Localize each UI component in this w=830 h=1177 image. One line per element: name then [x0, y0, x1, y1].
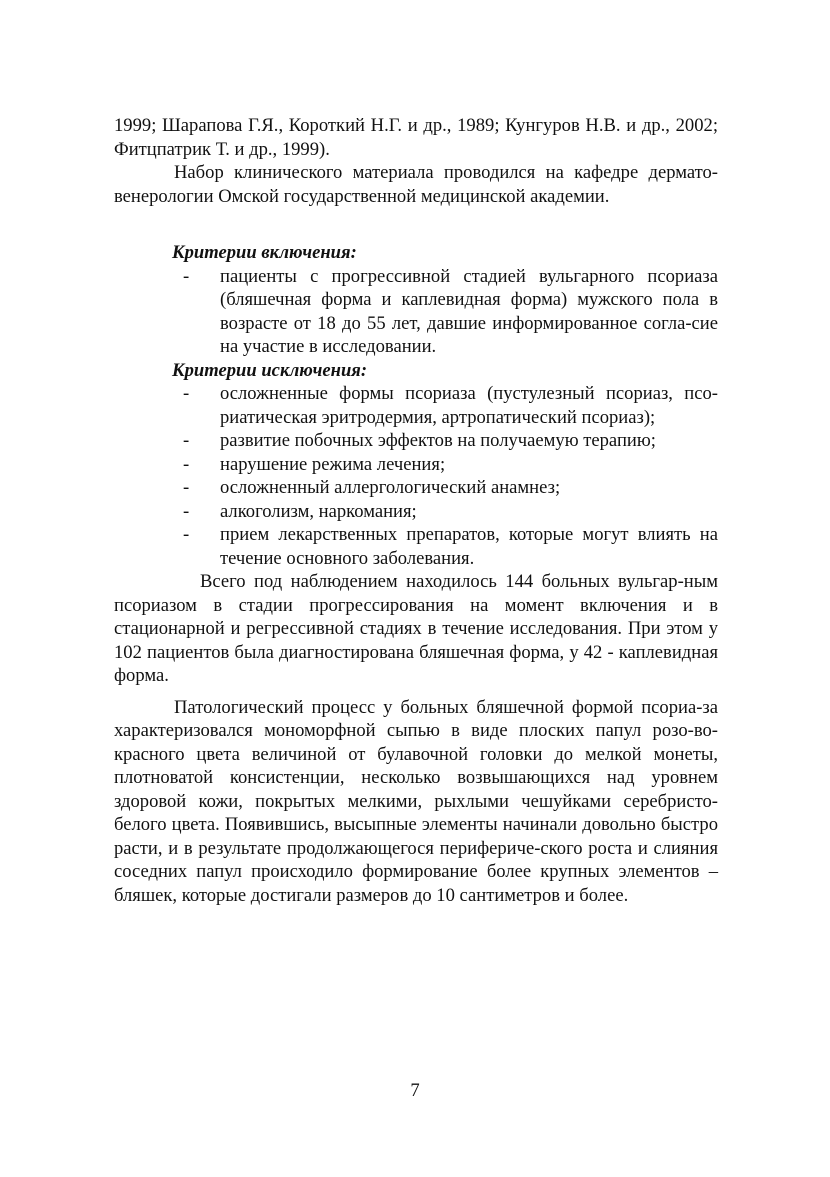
- list-item-text: пациенты с прогрессивной стадией вульгарного псориаза (бляшечная форма и каплевидная форма) мужского пола в возрасте от 18 до 55 лет, давшие информированное согла-сие на участие в исследовании.: [220, 265, 718, 357]
- opening-paragraph: 1999; Шарапова Г.Я., Короткий Н.Г. и др., 1989; Кунгуров Н.В. и др., 2002; Фитцпатрик Т. и др., 1999).: [114, 115, 718, 160]
- bullet-dash-icon: -: [183, 477, 190, 498]
- list-item-text: развитие побочных эффектов на получаемую терапию;: [220, 430, 656, 451]
- list-item-text: осложненный аллергологический анамнез;: [220, 477, 561, 498]
- inclusion-criteria-list: [114, 265, 718, 359]
- observation-paragraph: Всего под наблюдением находилось 144 больных вульгар-ным псориазом в стадии прогрессирования на момент включения и в стационарной и регрессивной стадиях в течение исследования. При этом у 102 пациентов была диагностирована бляшечная форма, у 42 - каплевидная форма.: [114, 571, 718, 686]
- list-item-text: алкоголизм, наркомания;: [220, 500, 417, 522]
- pathology-paragraph: Патологический процесс у больных бляшечной формой псориа-за характеризовался мономорфной сыпью в виде плоских папул розо-во-красного цвета величиной от булавочной головки до мелкой монеты, плотноватой консистенции, несколько возвышающихся над уровнем здоровой кожи, покрытых мелкими, рыхлыми чешуйками серебристо-белого цвета. Появившись, высыпные элементы начинали довольно быстро расти, и в результате продолжающегося перифериче-ского роста и слияния соседних папул происходило формирование более крупных элементов – бляшек, которые достигали размеров до 10 сантиметров и более.: [114, 696, 718, 906]
- collection-paragraph: Набор клинического материала проводился на кафедре дермато-венерологии Омской государственной медицинской академии.: [114, 162, 718, 207]
- list-item: [114, 382, 718, 429]
- list-item: [114, 500, 718, 524]
- bullet-dash-icon: -: [183, 430, 190, 451]
- inclusion-criteria-heading: Критерии включения:: [172, 242, 357, 263]
- exclusion-criteria-list: [114, 382, 718, 570]
- exclusion-criteria-heading: Критерии исключения:: [172, 359, 368, 381]
- page-number: 7: [410, 1080, 420, 1101]
- page-body: [114, 114, 718, 907]
- list-item-text: нарушение режима лечения;: [220, 453, 446, 475]
- bullet-dash-icon: -: [183, 500, 190, 522]
- list-item: [114, 523, 718, 570]
- list-item-text: осложненные формы псориаза (пустулезный псориаз, псо-риатическая эритродермия, артропатический псориаз);: [220, 383, 718, 428]
- bullet-dash-icon: -: [183, 524, 190, 545]
- bullet-dash-icon: -: [183, 265, 190, 287]
- list-item: [114, 476, 718, 500]
- list-item: [114, 429, 718, 453]
- list-item-text: прием лекарственных препаратов, которые могут влиять на течение основного заболевания.: [220, 524, 718, 569]
- list-item: [114, 453, 718, 477]
- list-item: [114, 265, 718, 359]
- bullet-dash-icon: -: [183, 453, 190, 475]
- bullet-dash-icon: -: [183, 383, 190, 404]
